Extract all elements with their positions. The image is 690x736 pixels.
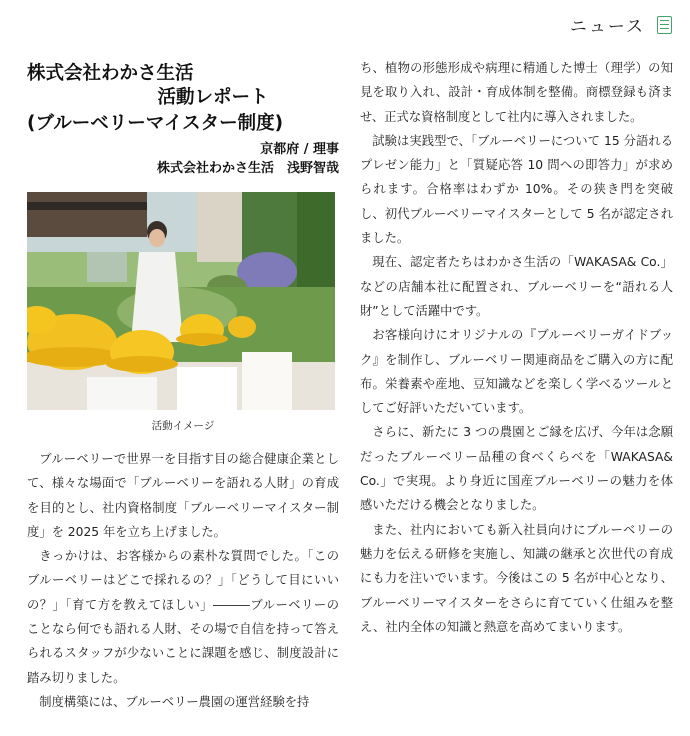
article-title-line3: (ブルーベリーマイスター制度): [27, 113, 284, 134]
paragraph: ち、植物の形態形成や病理に精通した博士（理学）の知見を取り入れ、設計・育成体制を整備。商標登録も済ませ、正式な資格制度として社内に導入されました。: [360, 61, 673, 124]
activity-photo: [27, 192, 335, 410]
paragraph: お客様向けにオリジナルの『ブルーベリーガイドブック』を制作し、ブルーベリー関連商品をご購入の方に配布。栄養素や産地、豆知識などを楽しく学べるツールとしてご好評いただいています。: [360, 328, 673, 416]
article-body-right: [360, 56, 673, 639]
byline-affiliation: 京都府 / 理事: [260, 142, 339, 157]
section-header: [570, 12, 672, 37]
photo-caption: 活動イメージ: [151, 420, 215, 432]
section-label: ニュース: [569, 17, 645, 37]
byline-author: 株式会社わかさ生活 浅野智哉: [156, 161, 339, 176]
paragraph: きっかけは、お客様からの素朴な質問でした。「このブルーベリーはどこで採れるの？」「どうして目にいいの？」「育て方を教えてほしい」―――ブルーベリーのことなら何でも語れる人財、その場で自信を持って答えられるスタッフが少ないことに課題を感じ、制度設計に踏み切りました。: [27, 549, 339, 685]
paragraph: 現在、認定者たちはわかさ生活の「WAKASA& Co.」などの店舗本社に配置され、ブルーベリーを“語れる人財”として活躍中です。: [360, 255, 673, 318]
article-title-line2: 活動レポート: [157, 87, 269, 108]
paragraph: また、社内においても新入社員向けにブルーベリーの魅力を伝える研修を実施し、知識の継承と次世代の育成にも力を注いでいます。今後はこの 5 名が中心となり、ブルーベリーマイスターをさらに育てていく仕組みを整え、社内全体の知識と熱意を高めてまいります。: [360, 522, 673, 634]
article-title-line1: 株式会社わかさ生活: [27, 63, 194, 84]
paragraph: さらに、新たに 3 つの農園とご縁を広げ、今年は念願だったブルーベリー品種の食べくらべを「WAKASA& Co.」で実現。より身近に国産ブルーベリーの魅力を体感いただける機会となりました。: [360, 425, 673, 513]
paragraph: ブルーベリーで世界一を目指す目の総合健康企業として、様々な場面で「ブルーベリーを語れる人財」の育成を目的とし、社内資格制度「ブルーベリーマイスター制度」を 2025 年を立ち上げました。: [27, 452, 339, 539]
byline: [27, 140, 339, 178]
paragraph: 試験は実践型で、「ブルーベリーについて 15 分語れるプレゼン能力」と「質疑応答 10 問への即答力」が求められます。合格率はわずか 10%。その狭き門を突破し、初代ブルーベリーマイスターとして 5 名が認定されました。: [360, 133, 673, 246]
news-icon: [657, 16, 672, 34]
paragraph: 制度構築には、ブルーベリー農園の運営経験を持: [39, 694, 310, 709]
article-body-left: [27, 447, 339, 714]
left-column: [27, 62, 339, 714]
